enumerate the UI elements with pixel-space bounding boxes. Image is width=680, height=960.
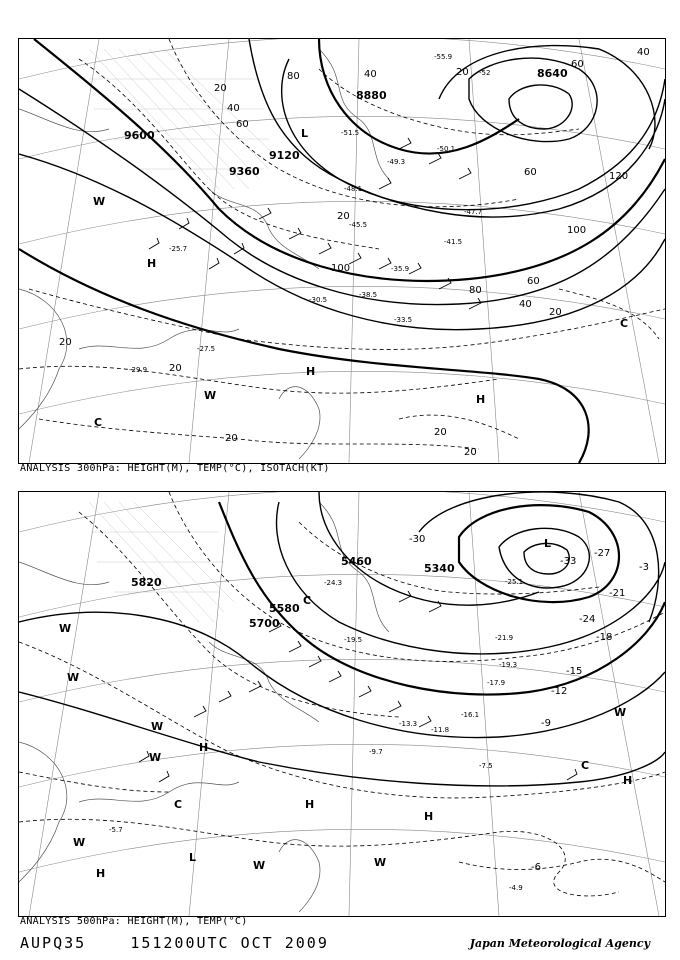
chart-code: AUPQ35 xyxy=(20,934,87,952)
high-center-label: H xyxy=(96,867,106,880)
high-center-label: H xyxy=(199,741,209,754)
temp-reading: -41.5 xyxy=(444,238,463,246)
temp-reading: -5.7 xyxy=(109,826,123,834)
isotach-label: 20 xyxy=(464,447,477,458)
temperature-contours xyxy=(19,39,665,449)
temp-contour-label: -21 xyxy=(609,588,626,599)
temp-reading: -11.8 xyxy=(431,726,450,734)
height-label: 5700 xyxy=(249,617,280,630)
height-labels xyxy=(124,67,568,178)
isotach-label: 20 xyxy=(214,83,227,94)
high-center-label: H xyxy=(306,365,316,378)
temp-contour-label: -33 xyxy=(560,556,577,567)
height-label: 5820 xyxy=(131,576,162,589)
isotach-label: 20 xyxy=(169,363,182,374)
temp-reading: -21.9 xyxy=(495,634,514,642)
map-panel-300hpa xyxy=(18,38,666,464)
temp-reading: -48.1 xyxy=(344,185,363,193)
agency-name: Japan Meteorological Agency xyxy=(469,937,650,950)
height-label: 5340 xyxy=(424,562,455,575)
high-center-label: H xyxy=(305,798,315,811)
low-center-label: L xyxy=(301,127,309,140)
temp-reading: -19.3 xyxy=(499,661,518,669)
isotach-label: 60 xyxy=(236,119,249,130)
temp-reading: -25.1 xyxy=(505,578,524,586)
temp-contour-label: -3 xyxy=(639,562,649,573)
temp-reading: -13.3 xyxy=(399,720,418,728)
warm-center-label: W xyxy=(93,195,106,208)
temp-reading: -49.3 xyxy=(387,158,406,166)
isotach-label: 20 xyxy=(337,211,350,222)
temp-reading: -35.9 xyxy=(391,265,410,273)
temp-reading: -25.7 xyxy=(169,245,188,253)
map-300hpa-svg xyxy=(19,39,665,463)
low-center-label: L xyxy=(544,537,552,550)
isotach-label: 60 xyxy=(524,167,537,178)
warm-center-label: W xyxy=(204,389,217,402)
lat-lon-grid xyxy=(19,39,665,463)
temp-reading: -9.7 xyxy=(369,748,383,756)
temp-contour-label: -12 xyxy=(551,686,568,697)
temp-contour-label: -30 xyxy=(409,534,426,545)
isotach-label: 60 xyxy=(571,59,584,70)
temp-reading: -29.9 xyxy=(129,366,148,374)
height-contours xyxy=(19,39,665,463)
high-center-label: H xyxy=(424,810,434,823)
temp-reading: -50.1 xyxy=(437,145,456,153)
temperature-readings xyxy=(109,578,523,892)
isotach-label: 20 xyxy=(434,427,447,438)
warm-center-label: W xyxy=(67,671,80,684)
height-label: 5460 xyxy=(341,555,372,568)
temp-reading: -7.5 xyxy=(479,762,493,770)
temp-contour-label: -27 xyxy=(594,548,611,559)
temp-reading: -16.1 xyxy=(461,711,480,719)
isotach-label: 60 xyxy=(527,276,540,287)
height-label: 5580 xyxy=(269,602,300,615)
isotach-label: 40 xyxy=(637,47,650,58)
caption-500hpa: ANALYSIS 500hPa: HEIGHT(M), TEMP(°C) xyxy=(20,916,248,927)
isotach-label: 80 xyxy=(287,71,300,82)
isotach-label: 80 xyxy=(469,285,482,296)
temp-reading: -47.7 xyxy=(464,208,483,216)
height-label: 9120 xyxy=(269,149,300,162)
height-label: 8640 xyxy=(537,67,568,80)
map-500hpa-svg xyxy=(19,492,665,916)
chart-identifier xyxy=(20,934,329,952)
isotach-label: 20 xyxy=(225,433,238,444)
temp-reading: -17.9 xyxy=(487,679,506,687)
temp-reading: -19.5 xyxy=(344,636,363,644)
low-center-label: L xyxy=(189,851,197,864)
temp-reading: -38.5 xyxy=(359,291,378,299)
warm-center-label: W xyxy=(59,622,72,635)
temp-reading: -51.5 xyxy=(341,129,360,137)
warm-center-label: W xyxy=(149,751,162,764)
hatched-area xyxy=(89,502,234,622)
temp-reading: -30.5 xyxy=(309,296,328,304)
high-center-label: H xyxy=(476,393,486,406)
height-label: 9600 xyxy=(124,129,155,142)
isotach-label: 100 xyxy=(567,225,587,236)
warm-center-label: W xyxy=(151,720,164,733)
temperature-readings xyxy=(129,53,490,374)
height-labels xyxy=(131,555,455,630)
isotach-labels xyxy=(59,47,650,458)
isotach-label: 100 xyxy=(331,263,351,274)
cold-center-label: C xyxy=(94,416,103,429)
temp-reading: -45.5 xyxy=(349,221,368,229)
map-panel-500hpa xyxy=(18,491,666,917)
temp-reading: -55.9 xyxy=(434,53,453,61)
warm-center-label: W xyxy=(73,836,86,849)
isotach-label: 20 xyxy=(549,307,562,318)
cold-center-label: C xyxy=(620,317,629,330)
high-center-label: H xyxy=(147,257,157,270)
temp-reading: -52 xyxy=(479,69,491,77)
temp-contour-label: -15 xyxy=(566,666,583,677)
isotach-label: 20 xyxy=(456,67,469,78)
temp-reading: -33.5 xyxy=(394,316,413,324)
temp-reading: -4.9 xyxy=(509,884,523,892)
cold-center-label: C xyxy=(303,594,312,607)
warm-center-label: W xyxy=(253,859,266,872)
isotach-label: 40 xyxy=(519,299,532,310)
warm-center-label: W xyxy=(614,706,627,719)
isotach-label: 120 xyxy=(609,171,629,182)
chart-datetime: 151200UTC OCT 2009 xyxy=(130,934,329,952)
temp-contour-label: -6 xyxy=(531,862,541,873)
cold-center-label: C xyxy=(174,798,183,811)
caption-300hpa: ANALYSIS 300hPa: HEIGHT(M), TEMP(°C), ISOTACH(KT) xyxy=(20,463,330,474)
isotach-label: 20 xyxy=(59,337,72,348)
cold-center-label: C xyxy=(581,759,590,772)
isotach-label: 40 xyxy=(227,103,240,114)
temp-reading: -27.5 xyxy=(197,345,216,353)
temp-contour-label: -24 xyxy=(579,614,596,625)
isotach-label: 40 xyxy=(364,69,377,80)
temp-contour-label: -18 xyxy=(596,632,613,643)
height-contours xyxy=(19,492,665,786)
temp-contour-label: -9 xyxy=(541,718,551,729)
warm-center-label: W xyxy=(374,856,387,869)
height-label: 9360 xyxy=(229,165,260,178)
height-label: 8880 xyxy=(356,89,387,102)
temp-reading: -24.3 xyxy=(324,579,343,587)
high-center-label: H xyxy=(623,774,633,787)
